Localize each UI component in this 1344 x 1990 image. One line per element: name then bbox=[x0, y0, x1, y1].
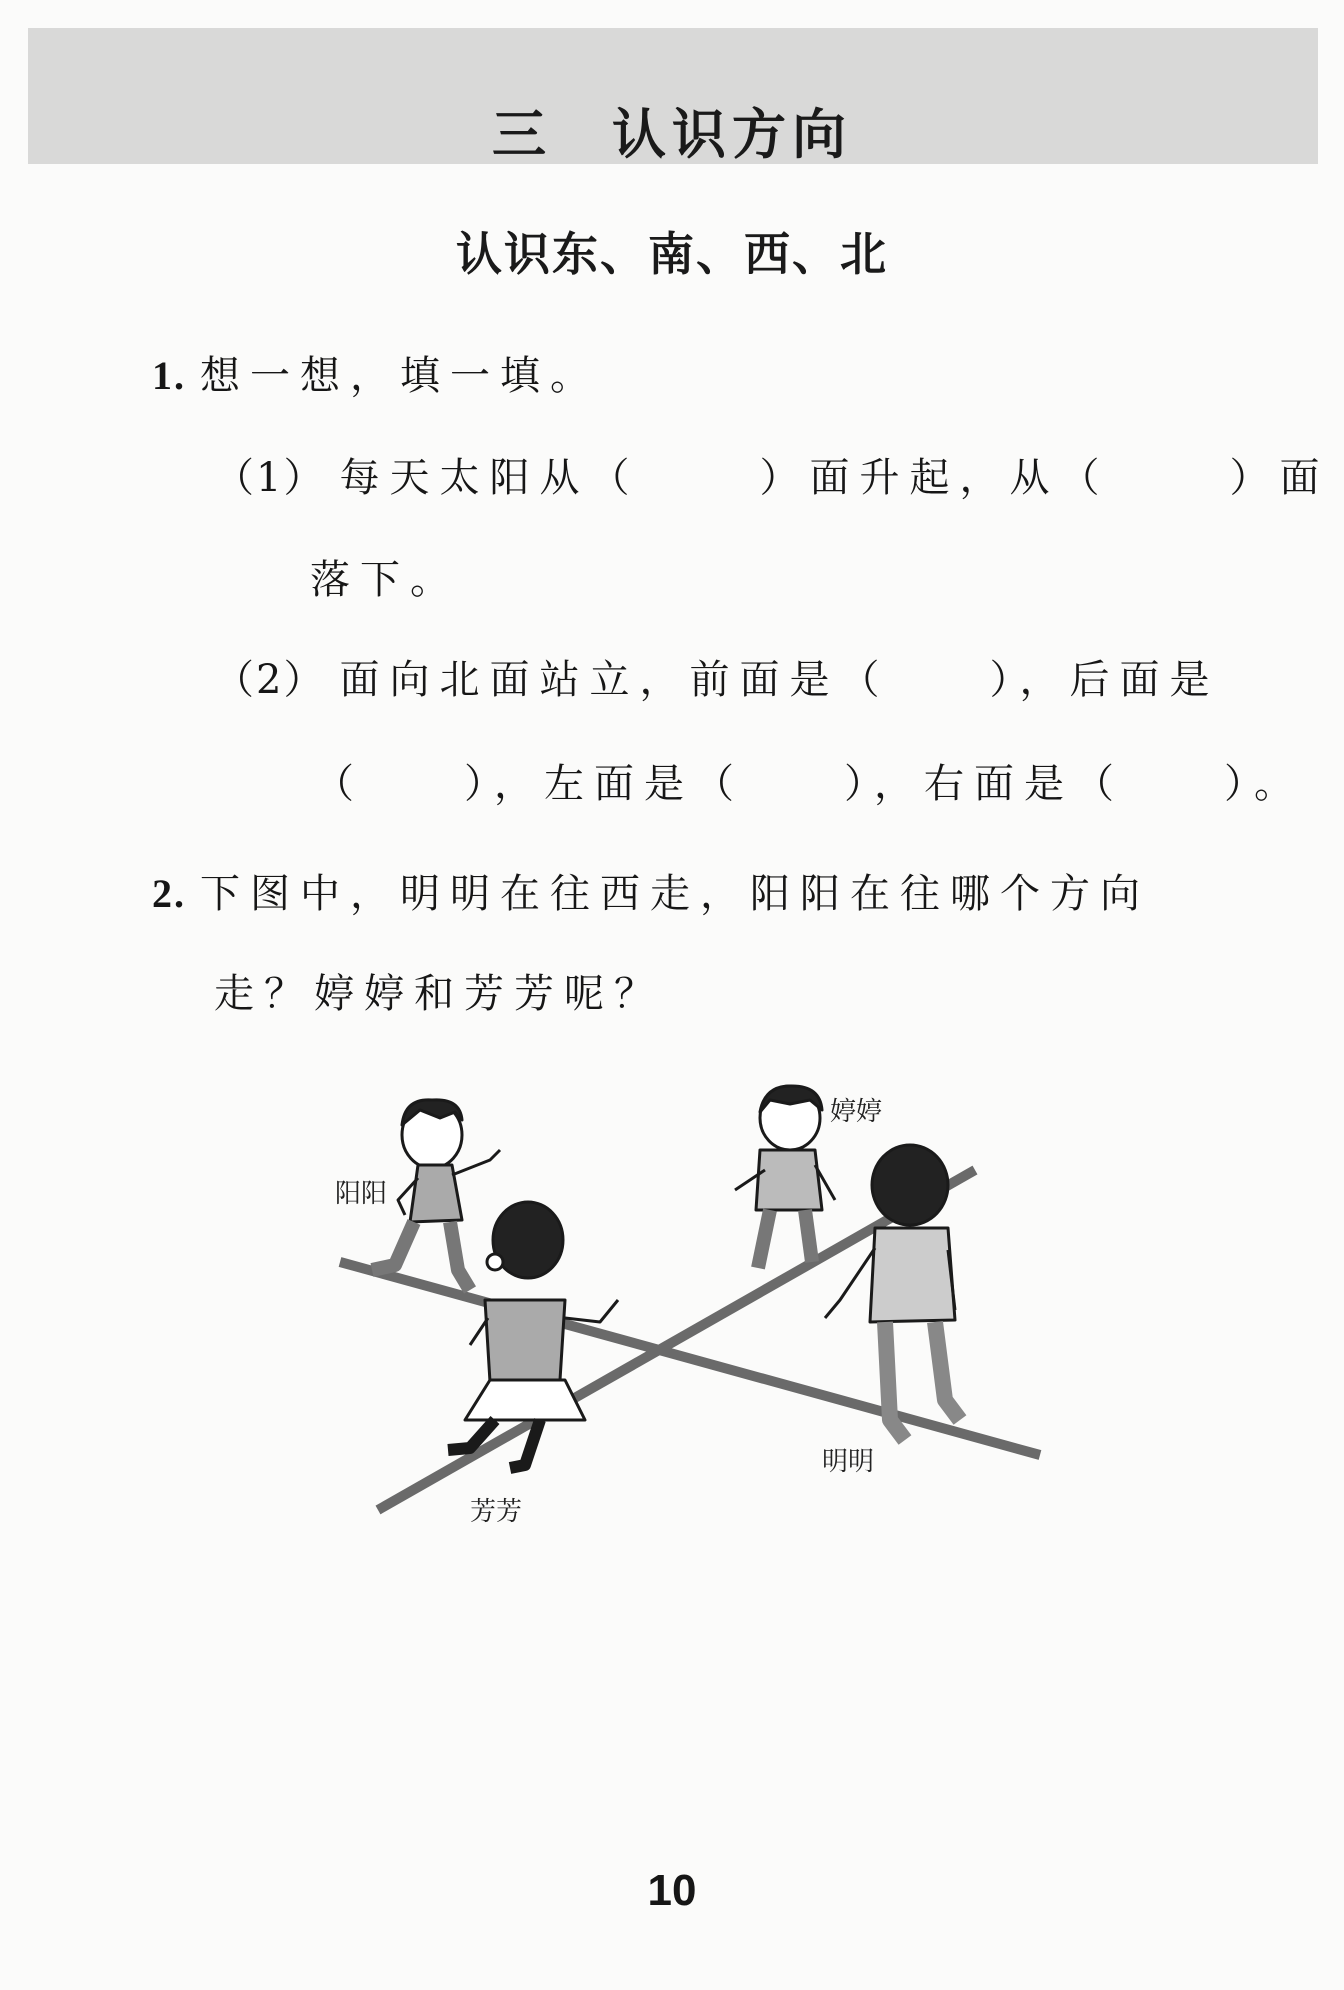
label-mingming: 明明 bbox=[822, 1447, 875, 1477]
part-2-text-b: ），后面是 bbox=[989, 657, 1220, 703]
question-1 bbox=[152, 344, 600, 401]
part-1-label: （1） bbox=[214, 455, 326, 501]
label-tingting: 婷婷 bbox=[830, 1097, 883, 1127]
question-2-number: 2. bbox=[152, 871, 186, 916]
page-number: 10 bbox=[647, 1866, 697, 1915]
question-2 bbox=[152, 862, 1150, 919]
part-2-text-f: ）。 bbox=[1224, 761, 1304, 807]
question-2-line-1: 下图中，明明在往西走，阳阳在往哪个方向 bbox=[200, 871, 1150, 917]
part-1-text-b: ）面升起，从（ bbox=[759, 455, 1110, 501]
question-1-text: 想一想，填一填。 bbox=[200, 353, 600, 399]
question-2-line-2: 走？婷婷和芳芳呢？ bbox=[214, 971, 664, 1017]
child-mingming bbox=[825, 1145, 960, 1440]
section-title: 认识东、南、西、北 bbox=[456, 227, 888, 281]
part-1-text-d: 落下。 bbox=[310, 557, 460, 603]
label-fangfang: 芳芳 bbox=[470, 1497, 523, 1527]
child-tingting bbox=[735, 1086, 835, 1268]
question-1-part-2 bbox=[214, 648, 1219, 705]
part-1-text-a: 每天太阳从（ bbox=[339, 455, 640, 501]
chapter-title: 三 认识方向 bbox=[492, 103, 852, 166]
question-1-part-1 bbox=[214, 446, 1329, 503]
direction-illustration bbox=[330, 1080, 1050, 1540]
part-2-text-d: ），左面是（ bbox=[464, 761, 744, 807]
part-2-text-a: 面向北面站立，前面是（ bbox=[339, 657, 890, 703]
part-2-label: （2） bbox=[214, 657, 326, 703]
part-2-text-e: ），右面是（ bbox=[844, 761, 1124, 807]
part-2-text-c: （ bbox=[314, 761, 364, 807]
question-2-cont bbox=[214, 962, 664, 1019]
child-yangyang bbox=[372, 1100, 500, 1290]
question-1-part-2-cont bbox=[314, 752, 1304, 809]
question-1-part-1-cont bbox=[310, 548, 460, 605]
question-1-number: 1. bbox=[152, 353, 186, 398]
part-1-text-c: ）面 bbox=[1229, 455, 1330, 501]
label-yangyang: 阳阳 bbox=[335, 1179, 388, 1209]
